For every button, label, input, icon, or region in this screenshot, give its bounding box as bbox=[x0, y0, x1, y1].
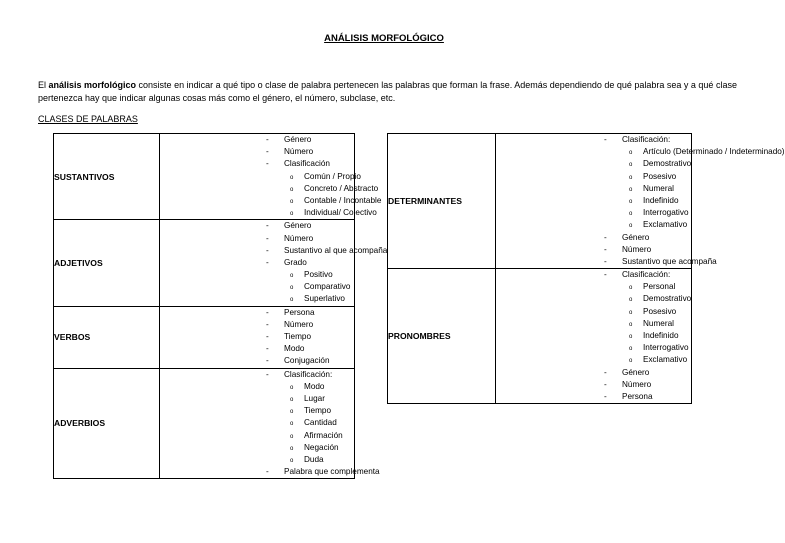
category-label: DETERMINANTES bbox=[388, 134, 496, 269]
dash-bullet: - bbox=[266, 159, 269, 169]
list-item bbox=[496, 244, 691, 256]
circle-bullet: o bbox=[629, 211, 633, 218]
item-text: Artículo (Determinado / Indeterminado) bbox=[643, 147, 785, 157]
sub-list-item bbox=[496, 293, 691, 305]
sub-list-item bbox=[496, 281, 691, 293]
row-verbos bbox=[54, 306, 355, 368]
item-text: Número bbox=[284, 233, 314, 243]
item-text: Duda bbox=[304, 454, 324, 464]
list-item bbox=[496, 391, 691, 403]
sub-list-item bbox=[496, 354, 691, 366]
circle-bullet: o bbox=[629, 309, 633, 316]
item-text: Numeral bbox=[643, 318, 674, 328]
item-text: Tiempo bbox=[304, 406, 331, 416]
sub-list-item bbox=[160, 171, 361, 183]
circle-bullet: o bbox=[629, 346, 633, 353]
dash-bullet: - bbox=[266, 467, 269, 477]
list-item bbox=[160, 319, 354, 331]
sub-list-item bbox=[160, 442, 354, 454]
sub-list-item bbox=[160, 281, 354, 293]
sub-list-item bbox=[496, 306, 691, 318]
category-details bbox=[160, 368, 380, 479]
dash-bullet: - bbox=[266, 319, 269, 329]
list-item bbox=[496, 232, 691, 244]
sub-list-item bbox=[160, 183, 379, 195]
item-text: Numeral bbox=[643, 183, 674, 193]
item-text: Número bbox=[622, 244, 652, 254]
intro-prefix: El bbox=[38, 80, 49, 90]
list-item bbox=[160, 257, 354, 269]
details-list bbox=[160, 220, 388, 305]
dash-bullet: - bbox=[266, 344, 269, 354]
list-item bbox=[496, 134, 691, 146]
list-item bbox=[160, 466, 380, 478]
item-text: Exclamativo bbox=[643, 220, 688, 230]
circle-bullet: o bbox=[290, 186, 294, 193]
circle-bullet: o bbox=[290, 421, 294, 428]
item-text: Individual/ Colectivo bbox=[304, 208, 377, 218]
details-list bbox=[496, 134, 785, 268]
item-text: Personal bbox=[643, 282, 676, 292]
sub-list-item bbox=[496, 219, 691, 231]
category-details bbox=[496, 134, 785, 269]
sub-list-item bbox=[496, 342, 691, 354]
circle-bullet: o bbox=[629, 186, 633, 193]
category-label: PRONOMBRES bbox=[388, 269, 496, 404]
list-item bbox=[160, 369, 354, 381]
item-text: Número bbox=[284, 319, 314, 329]
dash-bullet: - bbox=[266, 257, 269, 267]
item-text: Tiempo bbox=[284, 332, 311, 341]
details-list bbox=[496, 269, 691, 403]
document-title: ANÁLISIS MORFOLÓGICO bbox=[324, 33, 444, 44]
list-item bbox=[160, 158, 354, 170]
dash-bullet: - bbox=[604, 367, 607, 377]
item-text: Concreto / Abstracto bbox=[304, 183, 379, 193]
dash-bullet: - bbox=[266, 307, 269, 317]
category-label: ADVERBIOS bbox=[54, 368, 160, 479]
right-word-classes-table bbox=[387, 133, 785, 404]
circle-bullet: o bbox=[290, 384, 294, 391]
circle-bullet: o bbox=[629, 150, 633, 157]
item-text: Interrogativo bbox=[643, 208, 689, 218]
circle-bullet: o bbox=[629, 358, 633, 365]
circle-bullet: o bbox=[290, 457, 294, 464]
row-adjetivos bbox=[54, 220, 355, 306]
sub-list-item bbox=[160, 417, 354, 429]
category-details bbox=[160, 220, 388, 306]
item-text: Superlativo bbox=[304, 294, 345, 304]
item-text: Conjugación bbox=[284, 356, 330, 366]
row-determinantes bbox=[388, 134, 692, 269]
list-item bbox=[160, 355, 354, 367]
circle-bullet: o bbox=[629, 297, 633, 304]
item-text: Género bbox=[284, 135, 312, 144]
item-text: Clasificación: bbox=[622, 135, 671, 144]
item-text: Género bbox=[622, 367, 650, 377]
sub-list-item bbox=[160, 430, 354, 442]
sub-list-item bbox=[160, 454, 354, 466]
item-text: Interrogativo bbox=[643, 343, 689, 353]
item-text: Posesivo bbox=[643, 171, 677, 181]
sub-list-item bbox=[496, 318, 691, 330]
sub-list-item bbox=[496, 195, 691, 207]
details-list bbox=[160, 134, 382, 219]
circle-bullet: o bbox=[629, 334, 633, 340]
item-text: Clasificación: bbox=[622, 270, 671, 280]
list-item bbox=[160, 146, 354, 158]
category-details bbox=[160, 306, 355, 368]
sub-list-item bbox=[496, 171, 691, 183]
item-text: Modo bbox=[304, 381, 325, 391]
circle-bullet: o bbox=[290, 445, 294, 452]
sub-list-item bbox=[496, 330, 691, 342]
list-item bbox=[160, 343, 354, 355]
dash-bullet: - bbox=[266, 135, 269, 144]
row-pronombres bbox=[388, 269, 692, 404]
dash-bullet: - bbox=[604, 270, 607, 280]
item-text: Indefinido bbox=[643, 331, 679, 340]
circle-bullet: o bbox=[629, 198, 633, 205]
intro-paragraph bbox=[38, 79, 738, 105]
list-item bbox=[160, 233, 354, 245]
left-word-classes-table bbox=[53, 133, 388, 479]
circle-bullet: o bbox=[629, 174, 633, 181]
item-text: Clasificación bbox=[284, 159, 330, 169]
item-text: Posesivo bbox=[643, 306, 677, 316]
sub-list-item bbox=[160, 293, 354, 305]
dash-bullet: - bbox=[266, 221, 269, 231]
dash-bullet: - bbox=[604, 379, 607, 389]
dash-bullet: - bbox=[266, 356, 269, 366]
circle-bullet: o bbox=[290, 409, 294, 416]
item-text: Palabra que complementa bbox=[284, 467, 380, 477]
sub-list-item bbox=[496, 207, 691, 219]
sub-list-item bbox=[496, 158, 691, 170]
item-text: Clasificación: bbox=[284, 369, 333, 379]
category-label: VERBOS bbox=[54, 306, 160, 368]
row-adverbios bbox=[54, 368, 355, 479]
item-text: Afirmación bbox=[304, 430, 343, 440]
sub-list-item bbox=[496, 183, 691, 195]
item-text: Común / Propio bbox=[304, 171, 361, 181]
category-details bbox=[496, 269, 692, 404]
item-text: Sustantivo al que acompaña bbox=[284, 245, 388, 255]
intro-rest: consiste en indicar a qué tipo o clase de palabra pertenecen las palabras que forman la frase. Además dependiendo de qué palabra sea y a qué clase pertenezca hay que indicar algunas cosas más como el género, el número, subclase, etc. bbox=[38, 80, 737, 103]
circle-bullet: o bbox=[629, 162, 633, 169]
sub-list-item bbox=[160, 405, 354, 417]
list-item bbox=[160, 307, 354, 319]
dash-bullet: - bbox=[266, 245, 269, 255]
category-details bbox=[160, 134, 382, 220]
item-text: Sustantivo que acompaña bbox=[622, 256, 717, 266]
item-text: Demostrativo bbox=[643, 159, 692, 169]
circle-bullet: o bbox=[290, 297, 294, 304]
list-item bbox=[496, 367, 691, 379]
circle-bullet: o bbox=[290, 396, 294, 403]
item-text: Género bbox=[284, 221, 312, 231]
dash-bullet: - bbox=[266, 369, 269, 379]
dash-bullet: - bbox=[604, 256, 607, 266]
dash-bullet: - bbox=[604, 391, 607, 401]
item-text: Persona bbox=[622, 391, 653, 401]
circle-bullet: o bbox=[290, 273, 294, 280]
dash-bullet: - bbox=[266, 332, 269, 341]
circle-bullet: o bbox=[629, 223, 633, 230]
sub-list-item bbox=[160, 269, 354, 281]
circle-bullet: o bbox=[290, 198, 294, 205]
dash-bullet: - bbox=[266, 233, 269, 243]
list-item bbox=[160, 134, 354, 146]
item-text: Exclamativo bbox=[643, 355, 688, 365]
sub-list-item bbox=[496, 146, 785, 158]
row-sustantivos bbox=[54, 134, 355, 220]
item-text: Demostrativo bbox=[643, 294, 692, 304]
dash-bullet: - bbox=[604, 232, 607, 242]
list-item bbox=[160, 245, 388, 257]
list-item bbox=[496, 269, 691, 281]
details-list bbox=[160, 369, 380, 479]
item-text: Indefinido bbox=[643, 195, 679, 205]
circle-bullet: o bbox=[290, 433, 294, 440]
sub-list-item bbox=[160, 195, 382, 207]
item-text: Número bbox=[622, 379, 652, 389]
item-text: Género bbox=[622, 232, 650, 242]
dash-bullet: - bbox=[604, 244, 607, 254]
item-text: Cantidad bbox=[304, 418, 337, 428]
list-item bbox=[160, 331, 354, 343]
dash-bullet: - bbox=[266, 147, 269, 157]
list-item bbox=[496, 256, 717, 268]
sub-list-item bbox=[160, 381, 354, 393]
sub-list-item bbox=[160, 393, 354, 405]
item-text: Comparativo bbox=[304, 282, 351, 292]
list-item bbox=[496, 379, 691, 391]
sub-list-item bbox=[160, 207, 377, 219]
dash-bullet: - bbox=[604, 135, 607, 144]
circle-bullet: o bbox=[290, 174, 294, 181]
details-list bbox=[160, 307, 354, 368]
item-text: Grado bbox=[284, 257, 307, 267]
circle-bullet: o bbox=[290, 285, 294, 292]
circle-bullet: o bbox=[290, 211, 294, 218]
item-text: Modo bbox=[284, 344, 305, 354]
list-item bbox=[160, 220, 354, 232]
intro-bold-term: análisis morfológico bbox=[48, 80, 137, 90]
item-text: Número bbox=[284, 147, 314, 157]
item-text: Lugar bbox=[304, 393, 325, 403]
category-label: SUSTANTIVOS bbox=[54, 134, 160, 220]
section-heading: CLASES DE PALABRAS bbox=[38, 114, 138, 124]
item-text: Contable / Incontable bbox=[304, 195, 382, 205]
category-label: ADJETIVOS bbox=[54, 220, 160, 306]
circle-bullet: o bbox=[629, 321, 633, 328]
item-text: Negación bbox=[304, 442, 339, 452]
item-text: Positivo bbox=[304, 270, 333, 280]
circle-bullet: o bbox=[629, 285, 633, 292]
item-text: Persona bbox=[284, 307, 315, 317]
